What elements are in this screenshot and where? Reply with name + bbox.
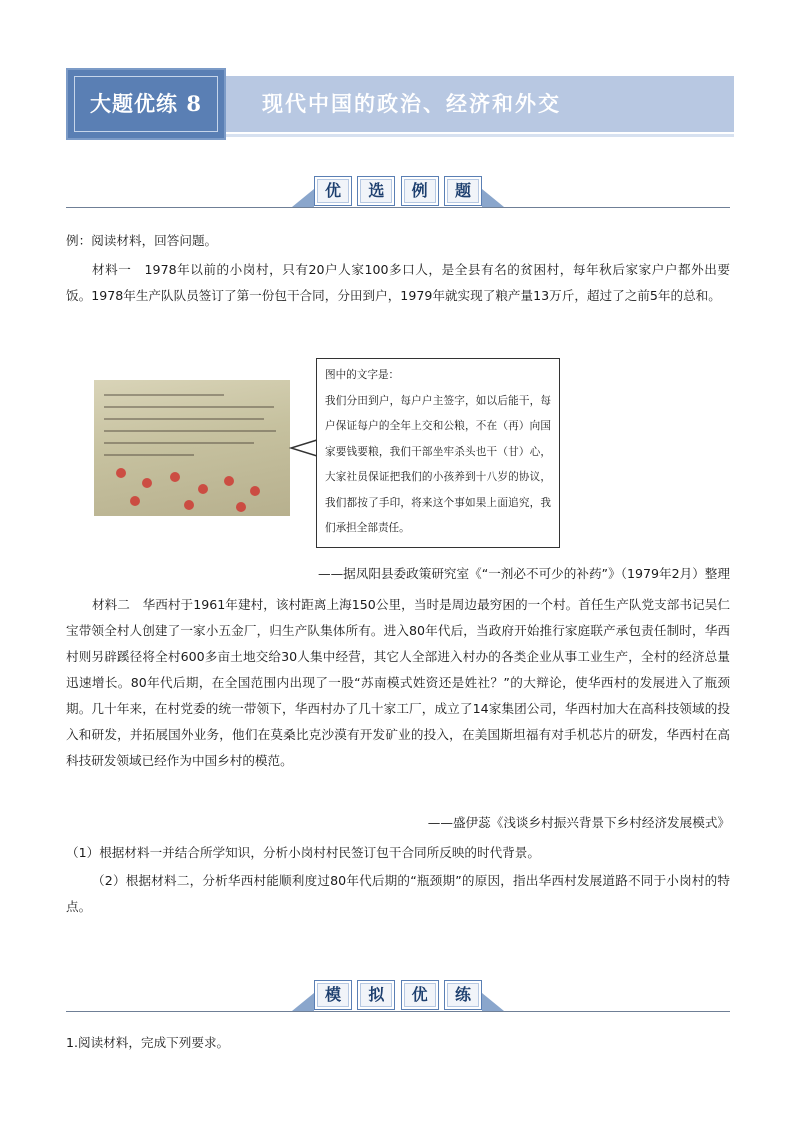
photo-fingerprint	[142, 478, 152, 488]
title-banner	[66, 68, 734, 142]
practice-block	[66, 1030, 730, 1056]
section-title-tiles	[314, 176, 482, 207]
section-rule	[66, 1011, 730, 1012]
section-header-example	[66, 176, 730, 212]
section-title-char: 选	[357, 176, 395, 206]
section-header-practice	[66, 980, 730, 1016]
bubble-text: 我们分田到户，每户户主签字，如以后能干，每户保证每户的全年上交和公粮，不在（再）向国家要钱要粮，我们干部坐牢杀头也干（甘）心，大家社员保证把我们的小孩养到十八岁的协议，我们都按了手印，将来这个事如果上面追究，我们承担全部责任。	[325, 394, 551, 534]
ribbon-right	[482, 993, 504, 1011]
material-two: 材料二 华西村于1961年建村，该村距离上海150公里，当时是周边最穷困的一个村。首任生产队党支部书记吴仁宝带领全村人创建了一家小五金厂，归生产队集体所有。进入80年代后，当政府开始推行家庭联产承包责任制时，华西村则另辟蹊径将全村600多亩土地交给30人集中经营，其它人全部进入村办的各类企业从事工业生产，全村的经济总量迅速增长。80年代后期，在全国范围内出现了一股“苏南模式姓资还是姓社？”的大辩论，使华西村的发展进入了瓶颈期。几十年来，在村党委的统一带领下，华西村办了几十家工厂，成立了14家集团公司，华西村加大在高科技领域的投入和研发，并拓展国外业务，他们在莫桑比克沙漠有开发矿业的投入，在美国斯坦福有对手机芯片的研发，华西村在高科技研发领域已经作为中国乡村的模范。	[66, 597, 730, 768]
page-title: 现代中国的政治、经济和外交	[262, 91, 561, 116]
section-title-char: 优	[401, 980, 439, 1010]
source-two: ——盛伊蕊《浅谈乡村振兴背景下乡村经济发展模式》	[427, 815, 730, 830]
section-title-char: 例	[401, 176, 439, 206]
section-title-char: 题	[444, 176, 482, 206]
photo-handwriting	[104, 430, 276, 432]
practice-item-one: 1.阅读材料，完成下列要求。	[66, 1035, 230, 1050]
photo-handwriting	[104, 418, 264, 420]
photo-fingerprint	[250, 486, 260, 496]
photo-fingerprint	[224, 476, 234, 486]
section-title-char: 优	[314, 176, 352, 206]
section-rule	[66, 207, 730, 208]
contract-photo	[94, 380, 290, 516]
source-one: ——据凤阳县委政策研究室《“一剂必不可少的补药”》（1979年2月）整理	[317, 566, 730, 581]
question-two: （2）根据材料二，分析华西村能顺利度过80年代后期的“瓶颈期”的原因，指出华西村发展道路不同于小岗村的特点。	[66, 873, 730, 914]
section-title-tiles	[314, 980, 482, 1011]
photo-handwriting	[104, 454, 194, 456]
bubble-title: 图中的文字是：	[325, 369, 400, 381]
photo-handwriting	[104, 442, 254, 444]
banner-label: 大题优练 8	[90, 91, 202, 116]
banner-underline	[226, 134, 734, 137]
example-intro: 例：阅读材料，回答问题。	[66, 233, 218, 248]
ribbon-left	[292, 189, 314, 207]
transcription-bubble	[316, 358, 560, 548]
photo-handwriting	[104, 406, 274, 408]
section-title-char: 模	[314, 980, 352, 1010]
photo-fingerprint	[236, 502, 246, 512]
photo-fingerprint	[116, 468, 126, 478]
material-one: 材料一 1978年以前的小岗村，只有20户人家100多口人，是全县有名的贫困村，每年秋后家家户户都外出要饭。1978年生产队队员签订了第一份包干合同，分田到户，1979年就实现了粮产量13万斤，超过了之前5年的总和。	[66, 262, 730, 303]
section-title-char: 练	[444, 980, 482, 1010]
example-intro-block	[66, 228, 730, 309]
material-two-block	[66, 592, 730, 774]
bubble-tail	[289, 438, 319, 458]
ribbon-right	[482, 189, 504, 207]
section-title-char: 拟	[357, 980, 395, 1010]
photo-fingerprint	[170, 472, 180, 482]
question-one: （1）根据材料一并结合所学知识，分析小岗村村民签订包干合同所反映的时代背景。	[66, 845, 540, 860]
photo-handwriting	[104, 394, 224, 396]
ribbon-left	[292, 993, 314, 1011]
photo-fingerprint	[184, 500, 194, 510]
questions-block	[66, 840, 730, 920]
photo-fingerprint	[130, 496, 140, 506]
photo-fingerprint	[198, 484, 208, 494]
